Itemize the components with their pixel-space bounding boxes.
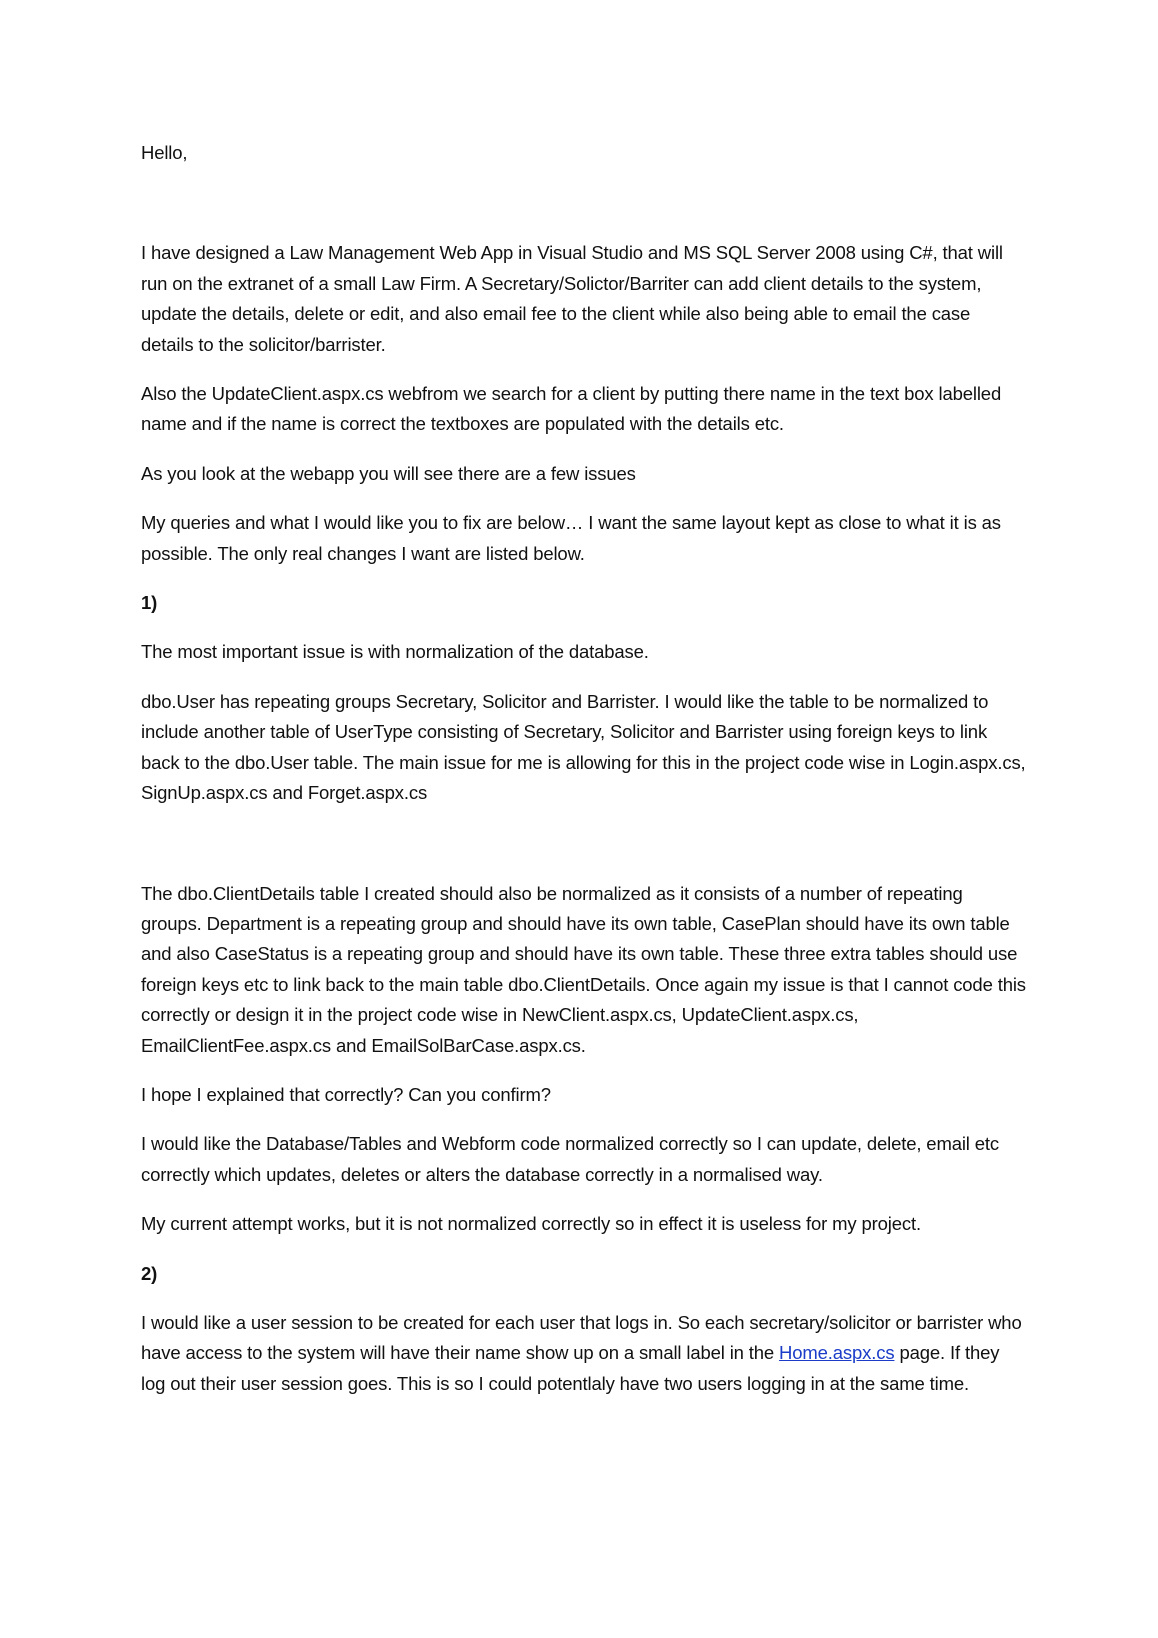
section-2-heading: 2)	[141, 1262, 158, 1284]
session-text-before-link: I would like a user session to be created for each user that logs in. So each secretary/solicitor or barrister who have access to the system will have their name show up on a small label in the	[141, 1311, 1022, 1364]
current-attempt-paragraph: My current attempt works, but it is not normalized correctly so in effect it is useless for my project.	[141, 1213, 921, 1235]
greeting: Hello,	[141, 142, 188, 163]
update-client-paragraph: Also the UpdateClient.aspx.cs webfrom we search for a client by putting there name in the text box labelled name and if the name is correct the textboxes are populated with the details etc.	[141, 383, 1002, 435]
dbo-user-paragraph: dbo.User has repeating groups Secretary, Solicitor and Barrister. I would like the table to be normalized to include another table of UserType consisting of Secretary, Solicitor and Barrister using foreign keys to link back to the dbo.User table. The main issue for me is allowing for this in the project code wise in Login.aspx.cs, SignUp.aspx.cs and Forget.aspx.cs	[141, 690, 1026, 804]
queries-paragraph: My queries and what I would like you to fix are below… I want the same layout kept as close to what it is as possible. The only real changes I want are listed below.	[141, 512, 1001, 564]
home-aspx-link[interactable]: Home.aspx.cs	[779, 1342, 895, 1364]
normalization-issue-paragraph: The most important issue is with normalization of the database.	[141, 641, 649, 663]
session-paragraph	[141, 1308, 1026, 1399]
normalized-request-paragraph: I would like the Database/Tables and Webform code normalized correctly so I can update, delete, email etc correctly which updates, deletes or alters the database correctly in a normalised way.	[141, 1133, 999, 1185]
intro-paragraph: I have designed a Law Management Web App in Visual Studio and MS SQL Server 2008 using C#, that will run on the extranet of a small Law Firm. A Secretary/Solictor/Barriter can add client details to the system, update the details, delete or edit, and also email fee to the client while also being able to email the case details to the solicitor/barrister.	[141, 242, 1003, 355]
session-text-after-link: page. If they log out their user session goes. This is so I could potentlaly have two users logging in at the same time.	[141, 1342, 1000, 1394]
confirm-paragraph: I hope I explained that correctly? Can you confirm?	[141, 1083, 551, 1105]
section-1-heading: 1)	[141, 592, 158, 614]
issues-intro-paragraph: As you look at the webapp you will see there are a few issues	[141, 462, 636, 484]
client-details-paragraph: The dbo.ClientDetails table I created should also be normalized as it consists of a number of repeating groups. Department is a repeating group and should have its own table, CasePlan should have its own table and also CaseStatus is a repeating group and should have its own table. These three extra tables should use foreign keys etc to link back to the main table dbo.ClientDetails. Once again my issue is that I cannot code this correctly or design it in the project code wise in NewClient.aspx.cs, UpdateClient.aspx.cs, EmailClientFee.aspx.cs and EmailSolBarCase.aspx.cs.	[141, 882, 1026, 1056]
document-body	[141, 138, 1026, 1418]
